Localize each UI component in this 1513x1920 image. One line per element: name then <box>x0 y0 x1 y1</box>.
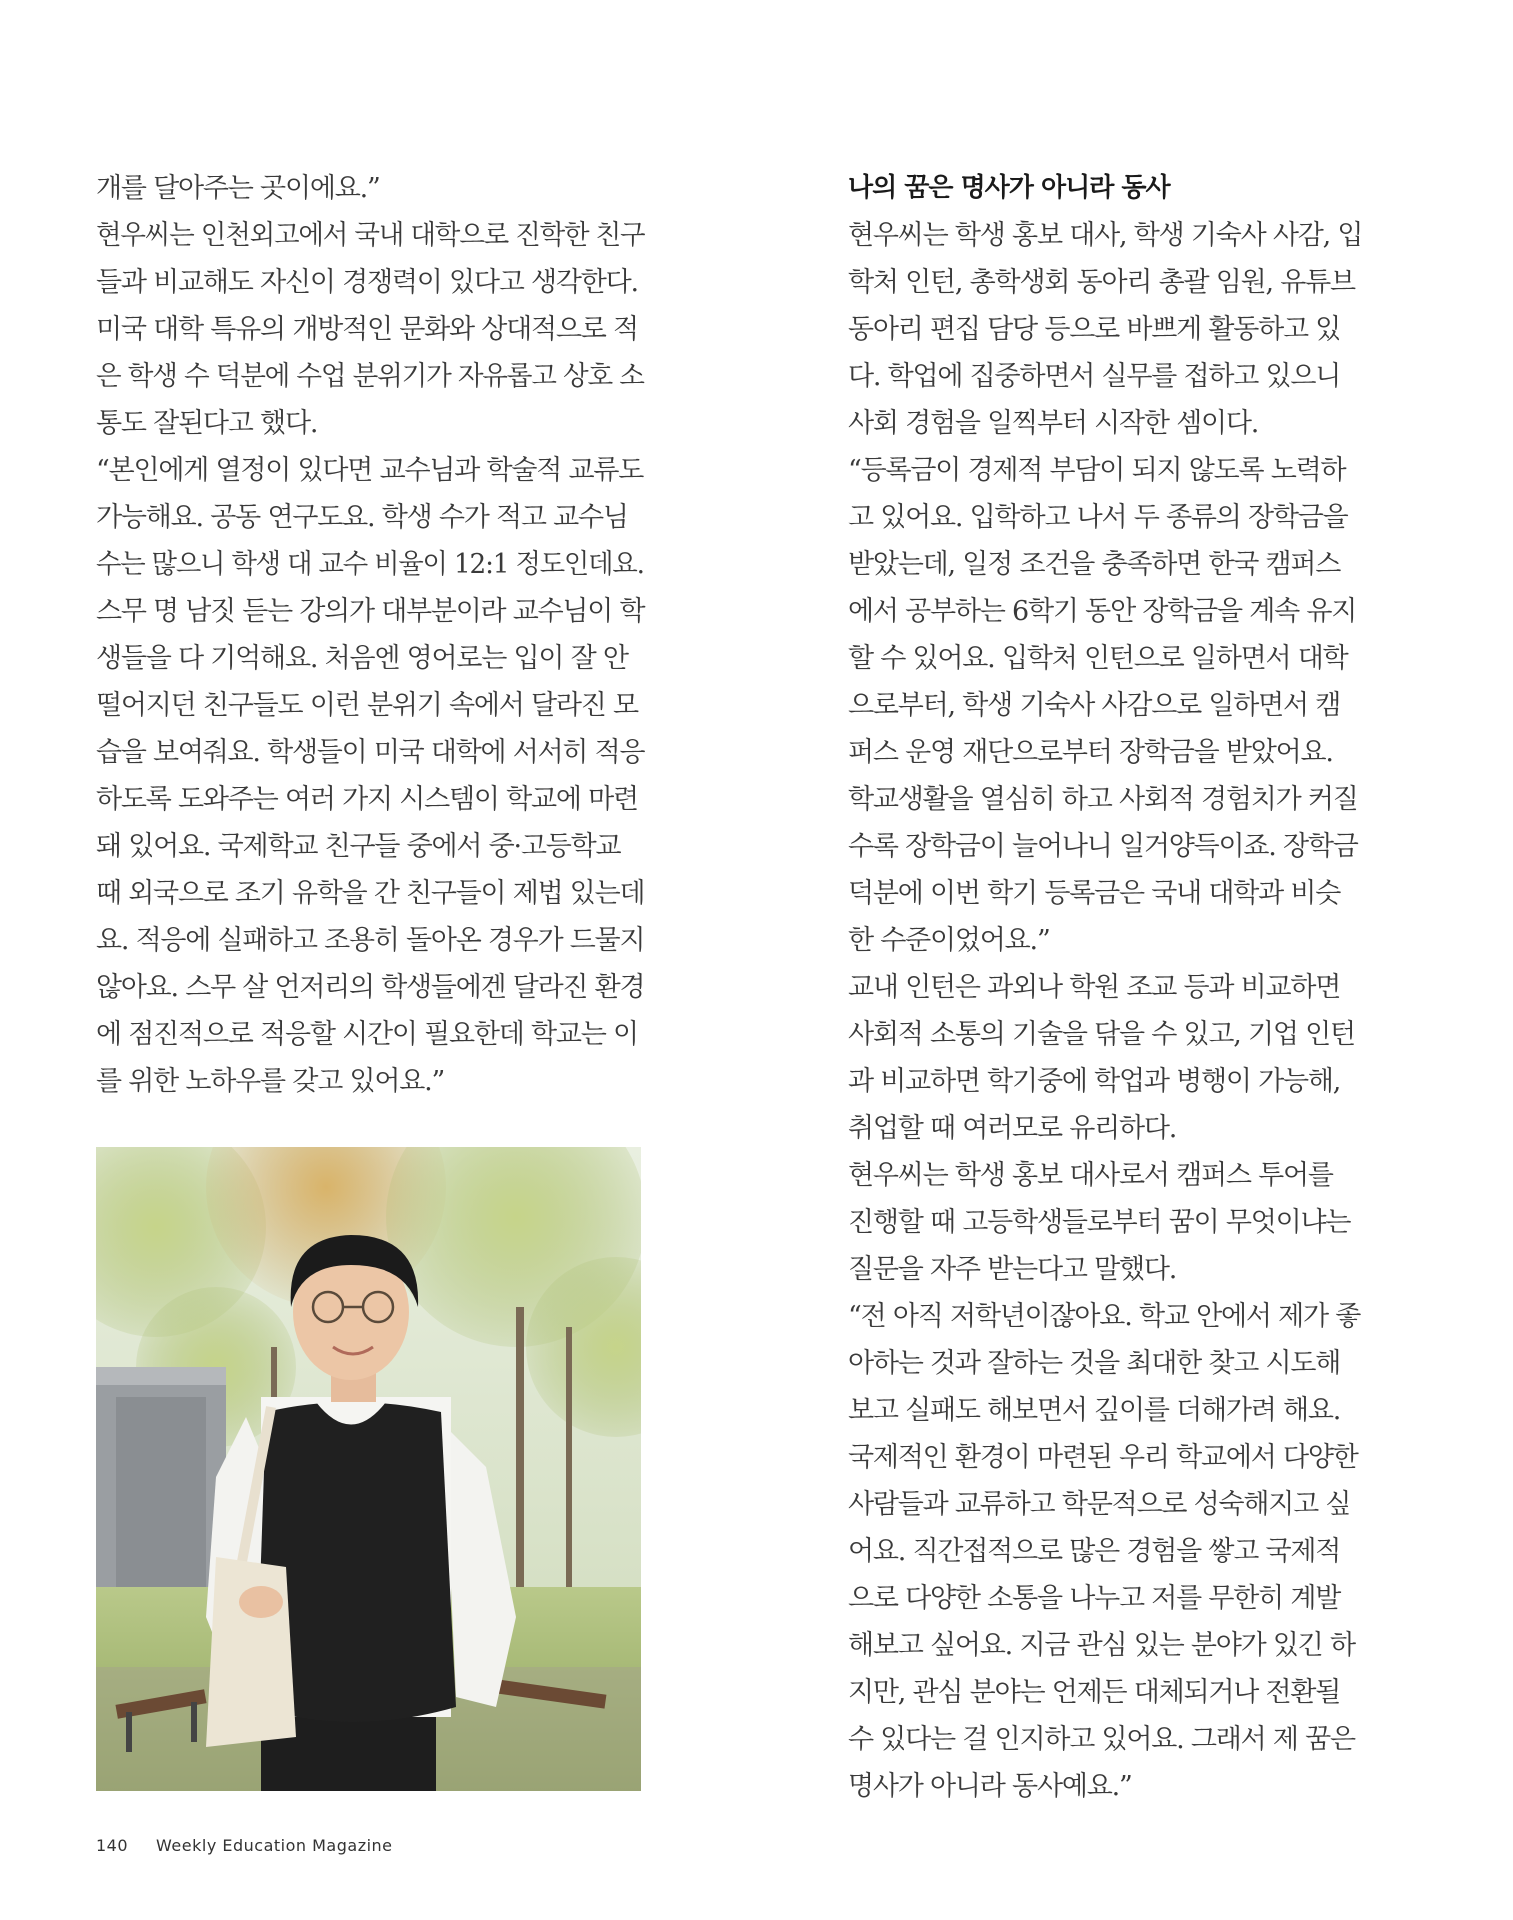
text-line: 지만, 관심 분야는 언제든 대체되거나 전환될 <box>848 1677 1341 1708</box>
text-line: 학처 인턴, 총학생회 동아리 총괄 임원, 유튜브 <box>848 267 1355 298</box>
magazine-name: Weekly Education Magazine <box>156 1836 393 1855</box>
text-line: 할 수 있어요. 입학처 인턴으로 일하면서 대학 <box>848 643 1348 674</box>
text-line: “등록금이 경제적 부담이 되지 않도록 노력하 <box>848 455 1346 486</box>
text-line: 받았는데, 일정 조건을 충족하면 한국 캠퍼스 <box>848 549 1341 580</box>
text-line: 으로 다양한 소통을 나누고 저를 무한히 계발 <box>848 1583 1341 1614</box>
text-line: 사회 경험을 일찍부터 시작한 셈이다. <box>848 408 1259 439</box>
text-line: 습을 보여줘요. 학생들이 미국 대학에 서서히 적응 <box>96 737 645 768</box>
text-line: 수록 장학금이 늘어나니 일거양득이죠. 장학금 <box>848 831 1358 862</box>
text-line: 통도 잘된다고 했다. <box>96 408 318 439</box>
text-line: 학교생활을 열심히 하고 사회적 경험치가 커질 <box>848 784 1358 815</box>
text-line: 때 외국으로 조기 유학을 간 친구들이 제법 있는데 <box>96 878 645 909</box>
text-line: 생들을 다 기억해요. 처음엔 영어로는 입이 잘 안 <box>96 643 628 674</box>
text-line: 들과 비교해도 자신이 경쟁력이 있다고 생각한다. <box>96 267 638 298</box>
text-line: 가능해요. 공동 연구도요. 학생 수가 적고 교수님 <box>96 502 628 533</box>
text-line: 보고 실패도 해보면서 깊이를 더해가려 해요. <box>848 1395 1341 1426</box>
text-line: 퍼스 운영 재단으로부터 장학금을 받았어요. <box>848 737 1333 768</box>
text-line: 으로부터, 학생 기숙사 사감으로 일하면서 캠 <box>848 690 1341 721</box>
text-line: 은 학생 수 덕분에 수업 분위기가 자유롭고 상호 소 <box>96 361 644 392</box>
text-line: 를 위한 노하우를 갖고 있어요.” <box>96 1066 445 1097</box>
page-number: 140 <box>96 1836 129 1855</box>
text-line: 고 있어요. 입학하고 나서 두 종류의 장학금을 <box>848 502 1348 533</box>
section-heading: 나의 꿈은 명사가 아니라 동사 <box>848 173 1170 203</box>
text-line: 돼 있어요. 국제학교 친구들 중에서 중·고등학교 <box>96 831 621 862</box>
text-line: 한 수준이었어요.” <box>848 925 1050 956</box>
text-line: 취업할 때 여러모로 유리하다. <box>848 1113 1177 1144</box>
text-line: 교내 인턴은 과외나 학원 조교 등과 비교하면 <box>848 972 1341 1003</box>
text-line: 수 있다는 걸 인지하고 있어요. 그래서 제 꿈은 <box>848 1724 1355 1755</box>
text-line: 아하는 것과 잘하는 것을 최대한 찾고 시도해 <box>848 1348 1341 1379</box>
text-line: 현우씨는 학생 홍보 대사, 학생 기숙사 사감, 입 <box>848 220 1363 251</box>
text-line: 하도록 도와주는 여러 가지 시스템이 학교에 마련 <box>96 784 638 815</box>
text-line: 질문을 자주 받는다고 말했다. <box>848 1254 1177 1285</box>
text-line: 현우씨는 학생 홍보 대사로서 캠퍼스 투어를 <box>848 1160 1333 1191</box>
left-column <box>96 165 644 1105</box>
text-line: 어요. 직간접적으로 많은 경험을 쌓고 국제적 <box>848 1536 1341 1567</box>
text-line: 사람들과 교류하고 학문적으로 성숙해지고 싶 <box>848 1489 1351 1520</box>
text-line: 에 점진적으로 적응할 시간이 필요한데 학교는 이 <box>96 1019 638 1050</box>
text-line: 명사가 아니라 동사예요.” <box>848 1771 1132 1802</box>
text-line: 해보고 싶어요. 지금 관심 있는 분야가 있긴 하 <box>848 1630 1355 1661</box>
text-line: 에서 공부하는 6학기 동안 장학금을 계속 유지 <box>848 596 1357 627</box>
text-line: 않아요. 스무 살 언저리의 학생들에겐 달라진 환경 <box>96 972 645 1003</box>
page-footer <box>96 1836 393 1855</box>
text-line: 요. 적응에 실패하고 조용히 돌아온 경우가 드물지 <box>96 925 645 956</box>
text-line: 과 비교하면 학기중에 학업과 병행이 가능해, <box>848 1066 1341 1097</box>
text-line: 개를 달아주는 곳이에요.” <box>96 173 380 204</box>
text-line: “본인에게 열정이 있다면 교수님과 학술적 교류도 <box>96 455 644 486</box>
text-line: 사회적 소통의 기술을 닦을 수 있고, 기업 인턴 <box>848 1019 1355 1050</box>
right-column-body <box>848 212 1396 1810</box>
text-line: 스무 명 남짓 듣는 강의가 대부분이라 교수님이 학 <box>96 596 645 627</box>
text-line: 떨어지던 친구들도 이런 분위기 속에서 달라진 모 <box>96 690 638 721</box>
student-photo <box>96 1147 641 1791</box>
text-line: 덕분에 이번 학기 등록금은 국내 대학과 비슷 <box>848 878 1341 909</box>
right-column <box>848 165 1396 1810</box>
text-line: 수는 많으니 학생 대 교수 비율이 12:1 정도인데요. <box>96 549 644 580</box>
text-line: 현우씨는 인천외고에서 국내 대학으로 진학한 친구 <box>96 220 645 251</box>
text-line: 동아리 편집 담당 등으로 바쁘게 활동하고 있 <box>848 314 1341 345</box>
text-line: 다. 학업에 집중하면서 실무를 접하고 있으니 <box>848 361 1341 392</box>
text-line: 미국 대학 특유의 개방적인 문화와 상대적으로 적 <box>96 314 638 345</box>
text-line: “전 아직 저학년이잖아요. 학교 안에서 제가 좋 <box>848 1301 1361 1332</box>
text-line: 국제적인 환경이 마련된 우리 학교에서 다양한 <box>848 1442 1358 1473</box>
text-line: 진행할 때 고등학생들로부터 꿈이 무엇이냐는 <box>848 1207 1351 1238</box>
